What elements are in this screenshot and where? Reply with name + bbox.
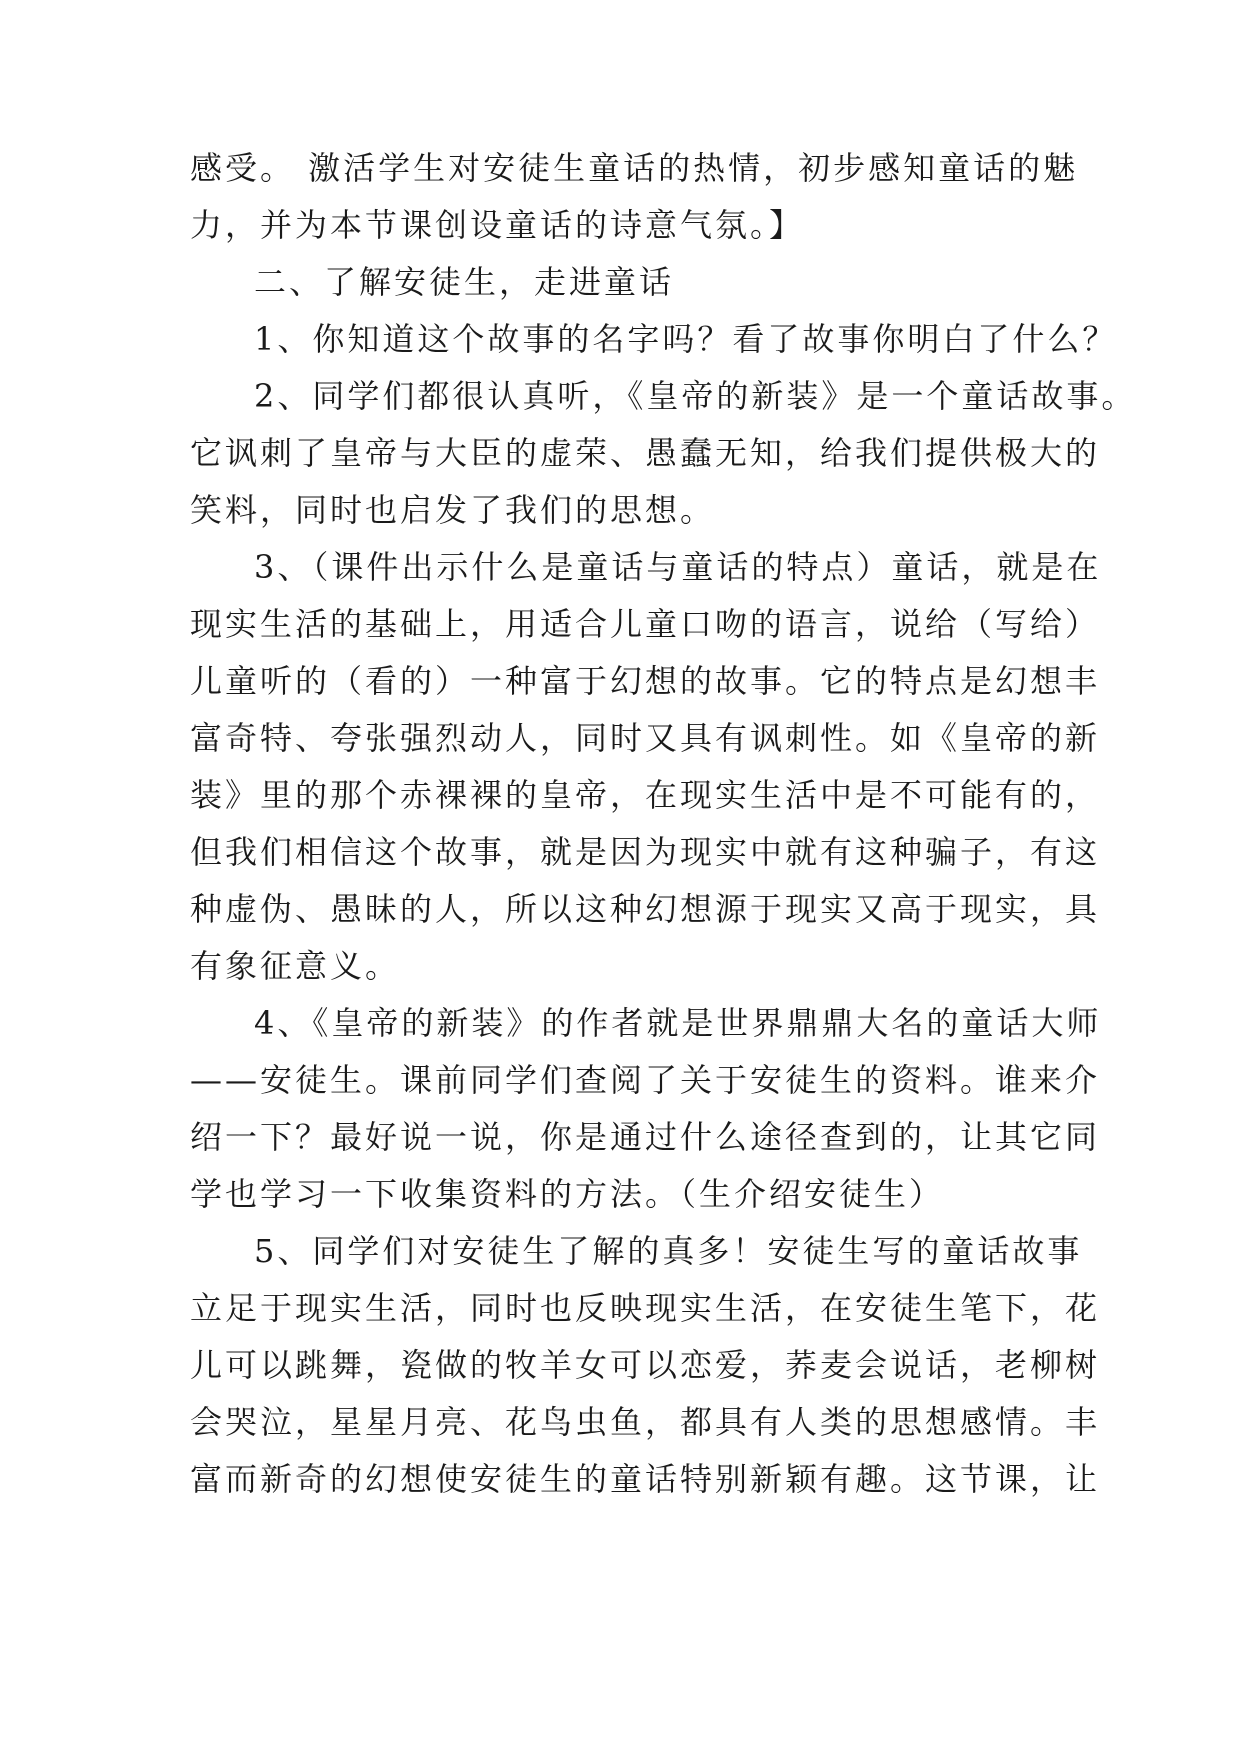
text-line: 3、（课件出示什么是童话与童话的特点）童话，就是在 [254,548,1102,586]
text-line: 装》里的那个赤裸裸的皇帝，在现实生活中是不可能有的， [190,776,1101,814]
text-line: 立足于现实生活，同时也反映现实生活，在安徒生笔下，花 [190,1289,1101,1327]
text-line: 儿童听的（看的）一种富于幻想的故事。它的特点是幻想丰 [190,662,1101,700]
text-line: 5、同学们对安徒生了解的真多！安徒生写的童话故事 [254,1232,1083,1270]
text-line: ——安徒生。课前同学们查阅了关于安徒生的资料。谁来介 [190,1061,1101,1099]
text-line: 但我们相信这个故事，就是因为现实中就有这种骗子，有这 [190,833,1101,871]
section-heading: 二、了解安徒生，走进童话 [254,263,675,301]
text-line: 学也学习一下收集资料的方法。（生介绍安徒生） [190,1175,945,1213]
text-line: 会哭泣，星星月亮、花鸟虫鱼，都具有人类的思想感情。丰 [190,1403,1101,1441]
text-line: 有象征意义。 [190,947,401,985]
text-line: 现实生活的基础上，用适合儿童口吻的语言，说给（写给） [190,605,1101,643]
text-line: 种虚伪、愚昧的人，所以这种幻想源于现实又高于现实，具 [190,890,1101,928]
text-line: 它讽刺了皇帝与大臣的虚荣、愚蠢无知，给我们提供极大的 [190,434,1101,472]
text-line: 1、你知道这个故事的名字吗？看了故事你明白了什么？ [254,320,1118,358]
text-line: 感受。 激活学生对安徒生童话的热情，初步感知童话的魅 [190,149,1079,187]
text-line: 儿可以跳舞，瓷做的牧羊女可以恋爱，荞麦会说话，老柳树 [190,1346,1101,1384]
text-line: 富奇特、夸张强烈动人，同时又具有讽刺性。如《皇帝的新 [190,719,1101,757]
text-line: 绍一下？最好说一说，你是通过什么途径查到的，让其它同 [190,1118,1101,1156]
text-line: 笑料，同时也启发了我们的思想。 [190,491,716,529]
text-line: 力，并为本节课创设童话的诗意气氛。】 [190,206,805,244]
text-line: 富而新奇的幻想使安徒生的童话特别新颖有趣。这节课，让 [190,1460,1101,1498]
text-line: 4、《皇帝的新装》的作者就是世界鼎鼎大名的童话大师 [254,1004,1102,1042]
text-line: 2、同学们都很认真听，《皇帝的新装》是一个童话故事。 [254,377,1137,415]
